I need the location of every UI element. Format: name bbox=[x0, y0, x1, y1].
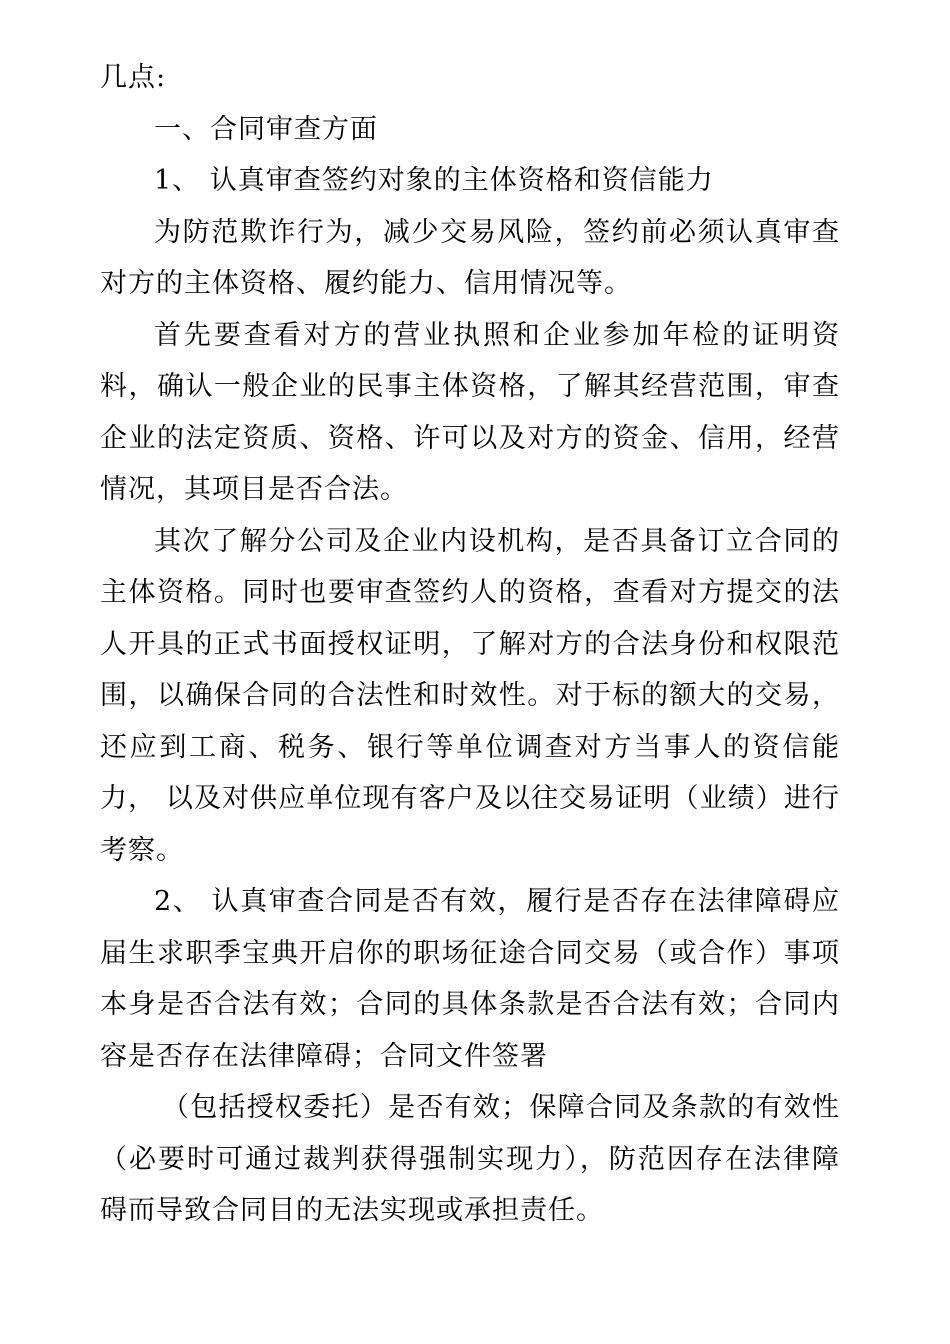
paragraph-authorization: （包括授权委托）是否有效；保障合同及条款的有效性（必要时可通过裁判获得强制实现力），防范因存在法律障碍而导致合同目的无法实现或承担责任。 bbox=[100, 1092, 840, 1226]
subheading-item-1: 1、 认真审查签约对象的主体资格和资信能力 bbox=[154, 165, 714, 196]
document-body bbox=[100, 52, 840, 1237]
paragraph-branch-review: 其次了解分公司及企业内设机构，是否具备订立合同的主体资格。同时也要审查签约人的资格，查看对方提交的法人开具的正式书面授权证明，了解对方的合法身份和权限范围，以确保合同的合法性和时效性。对于标的额大的交易，还应到工商、税务、银行等单位调查对方当事人的资信能力， 以及对供应单位现有客户及以往交易证明（业绩）进行考察。 bbox=[100, 525, 840, 866]
section-heading-contract-review: 一、合同审查方面 bbox=[154, 113, 378, 145]
paragraph-business-license: 首先要查看对方的营业执照和企业参加年检的证明资料，确认一般企业的民事主体资格，了解其经营范围，审查企业的法定资质、资格、许可以及对方的资金、信用，经营情况，其项目是否合法。 bbox=[100, 319, 840, 505]
paragraph-item-2: 2、 认真审查合同是否有效，履行是否存在法律障碍应届生求职季宝典开启你的职场征途合同交易（或合作）事项本身是否合法有效；合同的具体条款是否合法有效；合同内容是否存在法律障碍；合同文件签署 bbox=[100, 886, 840, 1072]
paragraph-intro: 几点: bbox=[100, 62, 167, 93]
paragraph-fraud-prevention: 为防范欺诈行为，减少交易风险，签约前必须认真审查对方的主体资格、履约能力、信用情况等。 bbox=[100, 216, 840, 299]
